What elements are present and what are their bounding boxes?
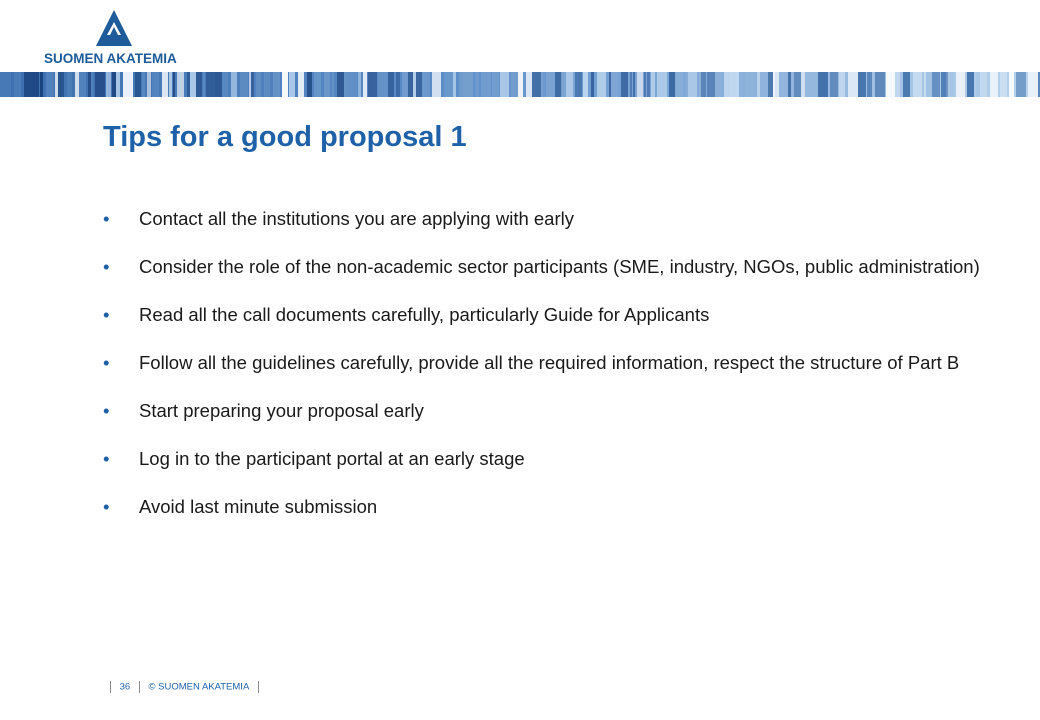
band-stripe — [481, 72, 491, 97]
bullet-item — [103, 493, 983, 520]
band-stripe — [839, 72, 845, 97]
band-stripe — [162, 72, 168, 97]
band-stripe — [937, 72, 940, 97]
band-stripe — [903, 72, 910, 97]
band-stripe — [745, 72, 754, 97]
band-stripe — [591, 72, 594, 97]
band-stripe — [324, 72, 330, 97]
band-stripe — [566, 72, 573, 97]
band-stripe — [75, 72, 79, 97]
band-stripe — [1028, 72, 1038, 97]
band-stripe — [264, 72, 270, 97]
band-stripe — [773, 72, 775, 97]
band-stripe — [630, 72, 632, 97]
band-stripe — [314, 72, 321, 97]
band-stripe — [657, 72, 667, 97]
band-stripe — [492, 72, 499, 97]
band-stripe — [781, 72, 788, 97]
band-stripe — [573, 72, 575, 97]
band-stripe — [848, 72, 858, 97]
band-stripe — [644, 72, 646, 97]
band-stripe — [251, 72, 254, 97]
band-stripe — [147, 72, 151, 97]
band-stripe — [633, 72, 635, 97]
bullet-item — [103, 397, 983, 424]
band-stripe — [55, 72, 58, 97]
band-stripe — [814, 72, 816, 97]
band-stripe — [511, 72, 518, 97]
band-stripe — [231, 72, 237, 97]
band-stripe — [926, 72, 932, 97]
band-stripe — [788, 72, 791, 97]
band-stripe — [976, 72, 980, 97]
band-stripe — [106, 72, 111, 97]
band-stripe — [546, 72, 555, 97]
band-stripe — [289, 72, 295, 97]
band-stripe — [575, 72, 582, 97]
footer-divider — [139, 681, 140, 693]
band-stripe — [686, 72, 688, 97]
band-stripe — [173, 72, 175, 97]
band-stripe — [583, 72, 588, 97]
band-stripe — [858, 72, 866, 97]
band-stripe — [31, 72, 39, 97]
bullet-text: Consider the role of the non-academic sector participants (SME, industry, NGOs, public administration) — [139, 256, 980, 277]
band-stripe — [363, 72, 367, 97]
band-stripe — [378, 72, 388, 97]
band-stripe — [79, 72, 86, 97]
band-stripe — [669, 72, 675, 97]
band-stripe — [867, 72, 872, 97]
band-stripe — [46, 72, 49, 97]
band-stripe — [88, 72, 91, 97]
page-number: 36 — [119, 681, 131, 693]
bullet-icon: • — [103, 256, 110, 277]
band-stripe — [95, 72, 105, 97]
band-stripe — [946, 72, 948, 97]
band-stripe — [240, 72, 248, 97]
band-stripe — [707, 72, 715, 97]
band-stripe — [526, 72, 532, 97]
bullet-list — [103, 205, 983, 520]
band-stripe — [24, 72, 31, 97]
band-stripe — [794, 72, 801, 97]
band-stripe — [459, 72, 463, 97]
band-stripe — [688, 72, 697, 97]
band-stripe — [941, 72, 946, 97]
band-stripe — [332, 72, 334, 97]
band-stripe — [739, 72, 743, 97]
band-stripe — [1016, 72, 1026, 97]
band-stripe — [729, 72, 739, 97]
bullet-item — [103, 205, 983, 232]
band-stripe — [801, 72, 805, 97]
footer-copyright: © SUOMEN AKATEMIA — [148, 681, 250, 693]
band-stripe — [500, 72, 509, 97]
band-stripe — [637, 72, 643, 97]
band-stripe — [344, 72, 347, 97]
band-stripe — [724, 72, 729, 97]
band-stripe — [611, 72, 618, 97]
footer-divider — [110, 681, 111, 693]
band-stripe — [413, 72, 416, 97]
band-stripe — [775, 72, 779, 97]
band-stripe — [895, 72, 900, 97]
band-stripe — [432, 72, 441, 97]
band-stripe — [91, 72, 93, 97]
band-stripe — [177, 72, 184, 97]
band-stripe — [187, 72, 190, 97]
band-stripe — [609, 72, 611, 97]
bullet-text: Log in to the participant portal at an early stage — [139, 448, 525, 469]
bullet-item — [103, 445, 983, 472]
bullet-text: Follow all the guidelines carefully, provide all the required information, respect the structure of Part B — [139, 352, 960, 373]
bullet-item — [103, 301, 983, 328]
band-stripe — [402, 72, 408, 97]
band-stripe — [651, 72, 655, 97]
band-stripe — [555, 72, 561, 97]
slide-footer — [104, 681, 265, 695]
band-stripe — [416, 72, 422, 97]
band-stripe — [757, 72, 760, 97]
bullet-icon: • — [103, 400, 110, 421]
band-stripe — [135, 72, 141, 97]
bullet-icon: • — [103, 448, 110, 469]
band-stripe — [716, 72, 721, 97]
band-stripe — [453, 72, 456, 97]
band-stripe — [875, 72, 885, 97]
band-stripe — [396, 72, 400, 97]
band-stripe — [152, 72, 159, 97]
header-band — [0, 72, 1040, 97]
band-stripe — [541, 72, 543, 97]
band-stripe — [950, 72, 954, 97]
logo-text: SUOMEN AKATEMIA — [44, 51, 177, 66]
band-stripe — [408, 72, 413, 97]
band-stripe — [444, 72, 453, 97]
bullet-item — [103, 349, 983, 376]
band-stripe — [597, 72, 606, 97]
bullet-icon: • — [103, 208, 110, 229]
band-stripe — [809, 72, 813, 97]
band-stripe — [196, 72, 202, 97]
band-stripe — [307, 72, 312, 97]
band-stripe — [190, 72, 196, 97]
band-stripe — [112, 72, 116, 97]
band-stripe — [762, 72, 767, 97]
band-stripe — [676, 72, 683, 97]
band-stripe — [886, 72, 895, 97]
band-stripe — [249, 72, 251, 97]
band-stripe — [6, 72, 11, 97]
band-stripe — [337, 72, 344, 97]
band-stripe — [701, 72, 706, 97]
band-stripe — [475, 72, 479, 97]
band-stripe — [256, 72, 261, 97]
band-stripe — [805, 72, 809, 97]
band-stripe — [990, 72, 998, 97]
band-stripe — [1000, 72, 1007, 97]
band-stripe — [1009, 72, 1014, 97]
footer-divider — [258, 681, 259, 693]
band-stripe — [206, 72, 215, 97]
band-stripe — [58, 72, 64, 97]
bullet-text: Avoid last minute submission — [139, 496, 378, 517]
band-stripe — [924, 72, 926, 97]
bullet-item — [103, 253, 983, 280]
band-stripe — [532, 72, 541, 97]
band-stripe — [203, 72, 205, 97]
band-stripe — [142, 72, 145, 97]
band-stripe — [40, 72, 43, 97]
bullet-text: Read all the call documents carefully, particularly Guide for Applicants — [139, 304, 710, 325]
band-stripe — [14, 72, 21, 97]
band-stripe — [768, 72, 773, 97]
band-stripe — [123, 72, 133, 97]
bullet-text: Contact all the institutions you are applying with early — [139, 208, 574, 229]
band-stripe — [956, 72, 965, 97]
band-stripe — [298, 72, 304, 97]
band-stripe — [215, 72, 222, 97]
band-stripe — [621, 72, 628, 97]
band-stripe — [562, 72, 566, 97]
band-stripe — [273, 72, 280, 97]
band-stripe — [463, 72, 473, 97]
bullet-icon: • — [103, 304, 110, 325]
band-stripe — [967, 72, 974, 97]
bullet-icon: • — [103, 496, 110, 517]
band-stripe — [647, 72, 650, 97]
page-title: Tips for a good proposal 1 — [103, 121, 467, 153]
logo-triangle-icon — [94, 8, 134, 48]
band-stripe — [282, 72, 288, 97]
bullet-text: Start preparing your proposal early — [139, 400, 424, 421]
band-stripe — [222, 72, 228, 97]
band-stripe — [388, 72, 394, 97]
bullet-icon: • — [103, 352, 110, 373]
band-stripe — [67, 72, 72, 97]
band-stripe — [368, 72, 377, 97]
band-stripe — [116, 72, 120, 97]
band-stripe — [169, 72, 172, 97]
band-stripe — [932, 72, 937, 97]
band-stripe — [0, 72, 6, 97]
band-stripe — [980, 72, 987, 97]
band-stripe — [347, 72, 357, 97]
band-stripe — [699, 72, 701, 97]
band-stripe — [422, 72, 430, 97]
band-stripe — [913, 72, 922, 97]
band-stripe — [49, 72, 54, 97]
band-stripe — [830, 72, 838, 97]
suomen-akatemia-logo — [40, 8, 190, 70]
band-stripe — [818, 72, 828, 97]
band-stripe — [358, 72, 361, 97]
band-stripe — [518, 72, 523, 97]
